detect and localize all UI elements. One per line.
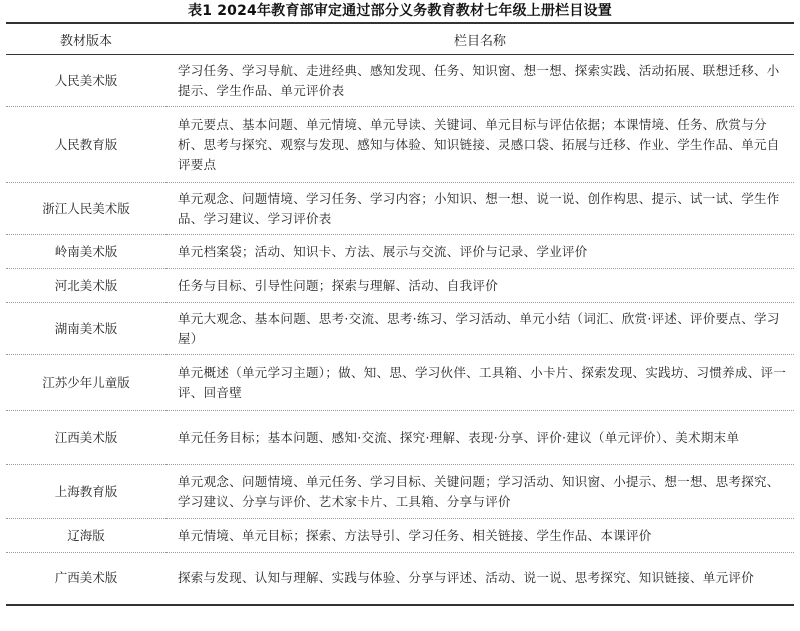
edition-name: 上海教育版 bbox=[6, 465, 166, 519]
edition-name: 岭南美术版 bbox=[6, 235, 166, 269]
table-row bbox=[6, 107, 794, 183]
table-row bbox=[6, 303, 794, 355]
table-row bbox=[6, 183, 794, 235]
curriculum-table bbox=[6, 22, 794, 606]
column-list: 单元情境、单元目标；探索、方法导引、学习任务、相关链接、学生作品、本课评价 bbox=[166, 519, 794, 553]
column-list: 单元概述（单元学习主题）；做、知、思、学习伙伴、工具箱、小卡片、探索发现、实践坊、习惯养成、评一评、回音壁 bbox=[166, 355, 794, 411]
column-list: 单元大观念、基本问题、思考·交流、思考·练习、学习活动、单元小结（词汇、欣赏·评述、评价要点、学习屋） bbox=[166, 303, 794, 355]
edition-name: 人民教育版 bbox=[6, 107, 166, 183]
column-list: 学习任务、学习导航、走进经典、感知发现、任务、知识窗、想一想、探索实践、活动拓展、联想迁移、小提示、学生作品、单元评价表 bbox=[166, 55, 794, 107]
edition-name: 河北美术版 bbox=[6, 269, 166, 303]
table-row bbox=[6, 269, 794, 303]
table-row bbox=[6, 553, 794, 605]
column-list: 单元观念、问题情境、学习任务、学习内容；小知识、想一想、说一说、创作构思、提示、试一试、学生作品、学习建议、学习评价表 bbox=[166, 183, 794, 235]
header-column-names: 栏目名称 bbox=[166, 23, 794, 55]
edition-name: 浙江人民美术版 bbox=[6, 183, 166, 235]
column-list: 单元观念、问题情境、单元任务、学习目标、关键问题；学习活动、知识窗、小提示、想一想、思考探究、学习建议、分享与评价、艺术家卡片、工具箱、分享与评价 bbox=[166, 465, 794, 519]
edition-name: 人民美术版 bbox=[6, 55, 166, 107]
column-list: 探索与发现、认知与理解、实践与体验、分享与评述、活动、说一说、思考探究、知识链接、单元评价 bbox=[166, 553, 794, 605]
edition-name: 辽海版 bbox=[6, 519, 166, 553]
column-list: 任务与目标、引导性问题；探索与理解、活动、自我评价 bbox=[166, 269, 794, 303]
table-row bbox=[6, 355, 794, 411]
table-row bbox=[6, 235, 794, 269]
table-title: 表1 2024年教育部审定通过部分义务教育教材七年级上册栏目设置 bbox=[188, 3, 612, 19]
edition-name: 江苏少年儿童版 bbox=[6, 355, 166, 411]
column-list: 单元档案袋；活动、知识卡、方法、展示与交流、评价与记录、学业评价 bbox=[166, 235, 794, 269]
edition-name: 湖南美术版 bbox=[6, 303, 166, 355]
table-row bbox=[6, 411, 794, 465]
table-row bbox=[6, 465, 794, 519]
edition-name: 江西美术版 bbox=[6, 411, 166, 465]
column-list: 单元任务目标；基本问题、感知·交流、探究·理解、表现·分享、评价·建议（单元评价）、美术期末单 bbox=[166, 411, 794, 465]
table-row bbox=[6, 55, 794, 107]
column-list: 单元要点、基本问题、单元情境、单元导读、关键词、单元目标与评估依据；本课情境、任务、欣赏与分析、思考与探究、观察与发现、感知与体验、知识链接、灵感口袋、拓展与迁移、作业、学生作品、单元自评要点 bbox=[166, 107, 794, 183]
table-row bbox=[6, 519, 794, 553]
table-header-row bbox=[6, 23, 794, 55]
edition-name: 广西美术版 bbox=[6, 553, 166, 605]
header-edition: 教材版本 bbox=[6, 23, 166, 55]
